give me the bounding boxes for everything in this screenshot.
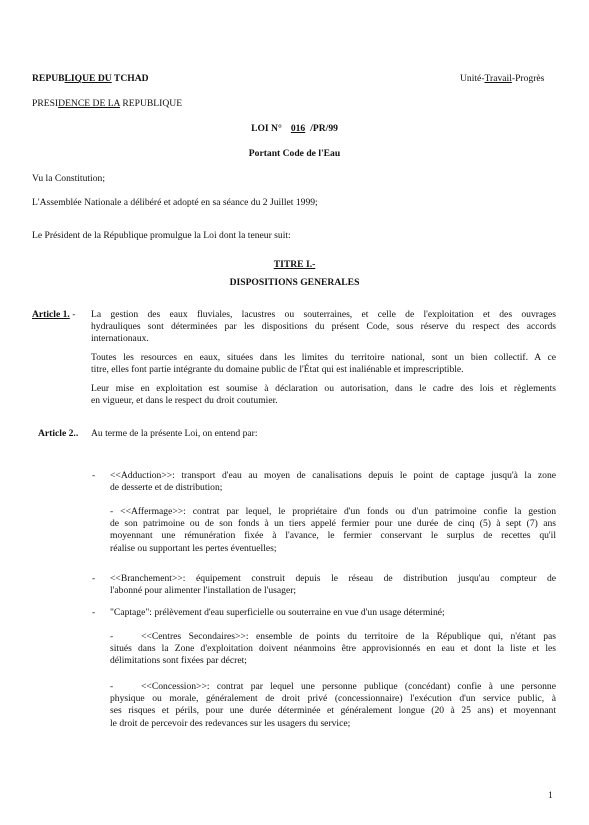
page-number: 1: [548, 790, 553, 801]
definition-line: <<Concession>>: contrat par lequel une personne publique (concédant) confie à une personne: [141, 681, 556, 692]
definition-line: moyennant une rémunération fixée à l'avance, le fermier conservant le surplus de recettes qu'il: [110, 530, 556, 542]
law-number-value: 016: [290, 123, 306, 134]
paragraph-line: internationaux.: [91, 333, 149, 345]
definition-line: situés dans la Zone d'exploitation doivent néanmoins être approvisionnés en eau et dont la liste et les: [110, 643, 556, 655]
presidence-part: PRESI: [32, 98, 59, 109]
national-motto: [460, 73, 544, 85]
definition-line: réalise ou supportant les pertes éventuelles;: [110, 542, 277, 554]
article-2-intro: Au terme de la présente Loi, on entend par:: [91, 428, 258, 439]
motto-part: -Progrès: [511, 73, 545, 84]
definition-adduction: [110, 470, 556, 494]
law-number-prefix: LOI N°: [251, 123, 282, 134]
paragraph-line: hydrauliques sont déterminées par les dispositions du présent Code, sous réserve du respect des accords: [91, 321, 556, 333]
definition-line: délimitations sont fixées par décret;: [110, 655, 247, 667]
list-dash: -: [92, 607, 96, 618]
article-1-paragraph-1: [91, 309, 556, 346]
presidence-underlined: DENCE DE LA: [58, 98, 120, 109]
law-subtitle: Portant Code de l'Eau: [248, 148, 341, 159]
motto-part: Unité-: [460, 73, 485, 84]
preamble-vu: Vu la Constitution;: [32, 173, 105, 184]
law-number-suffix: /PR/99: [310, 123, 338, 134]
preamble-assemblee: L'Assemblée Nationale a délibéré et adopté en sa séance du 2 Juillet 1999;: [32, 197, 318, 208]
list-dash: -: [110, 631, 114, 642]
definition-line: <<Centres Secondaires>>: ensemble de points du territoire de la République qui, n'étant pas: [141, 631, 556, 642]
definition-affermage: [110, 506, 556, 555]
article-1-paragraph-2: [91, 352, 556, 376]
definition-line: <<Branchement>>: équipement construit depuis le réseau de distribution jusqu'au compteur de: [110, 573, 556, 584]
definition-captage: "Captage": prélèvement d'eau superficielle ou souterraine en vue d'un usage déterminé;: [110, 607, 445, 618]
paragraph-line: Toutes les resources en eaux, situées dans les limites du territoire national, sont un bien collectif. A ce: [91, 352, 556, 363]
titre-heading: TITRE I.-: [273, 259, 316, 270]
list-dash: -: [92, 573, 96, 584]
definition-line: de desserte et de distribution;: [110, 482, 223, 494]
motto-underlined: Travail: [484, 73, 512, 84]
paragraph-line: Leur mise en exploitation est soumise à déclaration ou autorisation, dans le cadre des lois et règlements: [91, 383, 556, 394]
paragraph-line: La gestion des eaux fluviales, lacustres ou souterraines, et celle de l'exploitation et des ouvrages: [91, 309, 556, 320]
paragraph-line: en vigueur, et dans le respect du droit coutumier.: [91, 395, 278, 407]
article-1-label-text: Article 1.: [32, 309, 70, 320]
list-dash: -: [92, 470, 96, 481]
definition-branchement: [110, 573, 556, 597]
definition-line: <<Adduction>>: transport d'eau au moyen de canalisations depuis le point de captage jusqu'à la zone: [110, 470, 556, 481]
presidence-part: REPUBLIQUE: [119, 98, 183, 109]
article-1-label: [32, 309, 75, 321]
presidence-header: [32, 98, 182, 110]
republic-text-part: TCHAD: [111, 73, 149, 84]
paragraph-line: titre, elles font partie intégrante du domaine public de l'État qui est inaliénable et imprescriptible.: [91, 364, 464, 376]
definition-line: ses risques et périls, pour une durée déterminée et généralement longue (20 à 25 ans) et moyennant: [110, 705, 556, 717]
definition-line: physique ou morale, généralement de droit privé (concessionnaire) l'exécution d'un service public, à: [110, 693, 556, 705]
article-2-label-text: Article 2.: [38, 428, 76, 439]
definition-line: - <<Affermage>>: contrat par lequel, le propriétaire d'un fonds ou d'un patrimoine confie la gestion: [110, 506, 556, 517]
preamble-president: Le Président de la République promulgue la Loi dont la teneur suit:: [32, 230, 291, 241]
definition-concession: [110, 681, 556, 730]
article-2-label: [38, 428, 78, 440]
titre-name: DISPOSITIONS GENERALES: [229, 277, 360, 288]
definition-line: de son patrimoine ou de son fonds à un tiers appelé fermier pour une durée de cinq (5) à sept (7) ans: [110, 518, 556, 530]
republic-text-underlined: LIQUE DU: [64, 73, 112, 84]
article-1-paragraph-3: [91, 383, 556, 407]
definition-centres-secondaires: [110, 631, 556, 668]
republic-header: [32, 73, 149, 85]
law-number: [0, 123, 589, 135]
list-dash: -: [110, 681, 114, 692]
republic-text-part: REPUB: [32, 73, 65, 84]
article-2-label-suffix: .: [75, 428, 79, 439]
definition-line: le droit de percevoir des redevances sur les usagers du service;: [110, 717, 351, 729]
article-1-label-suffix: -: [69, 309, 76, 320]
definition-line: l'abonné pour alimenter l'installation de l'usager;: [110, 585, 297, 597]
